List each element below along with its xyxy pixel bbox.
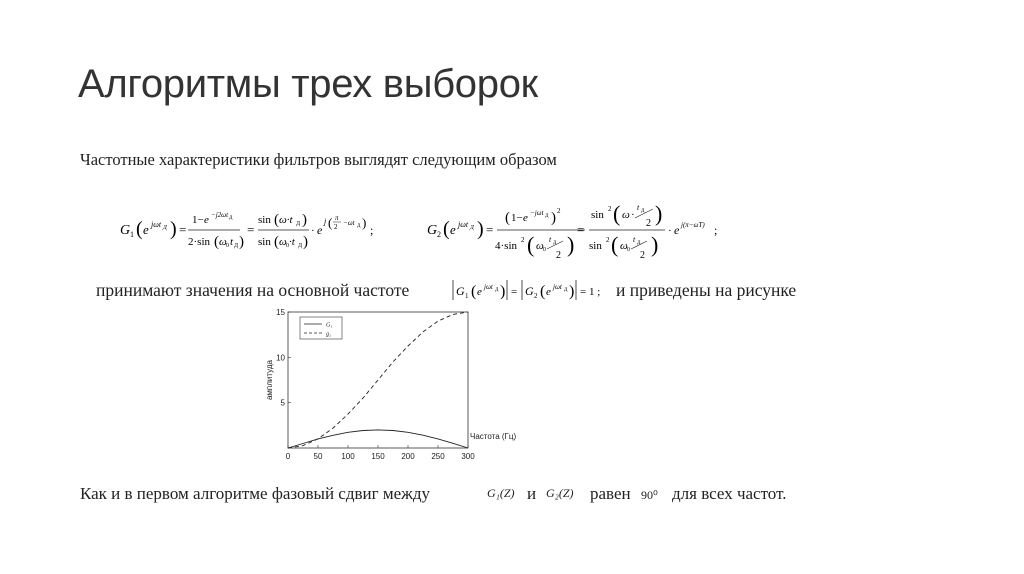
- svg-text:;: ;: [370, 223, 374, 237]
- svg-text:;: ;: [714, 223, 718, 237]
- svg-text:·: ·: [631, 209, 635, 221]
- svg-text:e: e: [523, 212, 528, 224]
- formula-g2-render: [425, 197, 725, 272]
- svg-text:1: 1: [465, 292, 469, 300]
- formula-g1-render: [118, 200, 378, 260]
- svg-text:e: e: [546, 286, 551, 298]
- slide-title: Алгоритмы трех выборок: [78, 62, 538, 106]
- math-90-degrees: 90⁰: [641, 488, 658, 502]
- svg-text:j(π−ωT): j(π−ωT): [681, 221, 705, 229]
- svg-text:G: G: [456, 284, 465, 298]
- formula-g2: [425, 197, 725, 275]
- intro-text: Частотные характеристики фильтров выглядят следующим образом: [80, 150, 557, 169]
- y-tick-label: 10: [276, 353, 285, 363]
- formula-g1: [118, 200, 378, 263]
- svg-text:=: =: [577, 222, 585, 237]
- svg-text:ω·t: ω·t: [279, 214, 293, 226]
- svg-text:0: 0: [543, 247, 546, 253]
- svg-text:2: 2: [557, 207, 561, 215]
- svg-text:e: e: [317, 223, 323, 237]
- svg-text:−j2ωt: −j2ωt: [211, 211, 229, 219]
- x-tick-label: 200: [401, 452, 415, 461]
- svg-text:t: t: [637, 203, 640, 212]
- svg-text:(: (: [527, 232, 535, 257]
- svg-text:(: (: [214, 234, 219, 250]
- svg-text:ω: ω: [622, 209, 630, 221]
- svg-text:1−: 1−: [511, 212, 523, 224]
- svg-text:2: 2: [521, 236, 525, 244]
- svg-text:(: (: [136, 218, 143, 240]
- math-g1z: G₁(Z): [487, 486, 515, 500]
- svg-text:1−: 1−: [192, 214, 204, 226]
- svg-text:G: G: [427, 223, 438, 238]
- line3-text-and: и: [527, 484, 537, 503]
- y-axis-label: амплитуда: [265, 359, 274, 401]
- svg-text:2: 2: [646, 218, 651, 229]
- y-tick-label: 15: [276, 308, 285, 317]
- svg-text:=: =: [486, 222, 494, 237]
- y-tick-label: 5: [280, 398, 285, 408]
- svg-text:(: (: [613, 201, 621, 226]
- svg-text:·t: ·t: [289, 236, 295, 248]
- x-tick-label: 300: [461, 452, 475, 461]
- svg-text:4·sin: 4·sin: [495, 240, 517, 252]
- legend-box: [300, 317, 342, 339]
- svg-text:): ): [239, 234, 244, 250]
- svg-text:t: t: [549, 235, 552, 244]
- svg-text:ω: ω: [620, 240, 628, 252]
- svg-text:(: (: [611, 232, 619, 257]
- svg-text:0: 0: [286, 243, 289, 249]
- x-tick-label: 0: [285, 452, 291, 461]
- svg-text:Д: Д: [641, 209, 645, 214]
- svg-text:(: (: [274, 212, 279, 228]
- svg-text:): ): [477, 218, 484, 240]
- x-tick-label: 50: [313, 452, 323, 461]
- math-g2z: G₂(Z): [546, 486, 574, 500]
- svg-text:): ): [170, 218, 177, 240]
- svg-text:= 1 ;: = 1 ;: [580, 286, 601, 298]
- svg-text:jωt: jωt: [151, 220, 162, 229]
- svg-text:π: π: [335, 214, 339, 222]
- svg-text:): ): [651, 232, 659, 257]
- svg-text:2·sin: 2·sin: [188, 236, 210, 248]
- line3-text-equals: равен: [590, 484, 631, 503]
- x-axis-label: Частота (Гц): [470, 432, 517, 441]
- svg-text:2: 2: [334, 223, 338, 231]
- svg-text:sin: sin: [589, 240, 602, 252]
- svg-text:): ): [551, 210, 556, 226]
- svg-text:ω: ω: [536, 240, 544, 252]
- svg-text:): ): [655, 201, 663, 226]
- svg-text:e: e: [143, 222, 149, 237]
- svg-text:Д: Д: [234, 243, 239, 249]
- svg-text:2: 2: [534, 292, 538, 300]
- svg-text:ω: ω: [219, 236, 227, 248]
- x-tick-label: 250: [431, 452, 445, 461]
- svg-text:Д: Д: [545, 214, 549, 219]
- svg-text:Д: Д: [296, 221, 301, 227]
- svg-text:): ): [362, 215, 367, 230]
- svg-text:Д: Д: [470, 225, 474, 231]
- svg-text:2: 2: [437, 230, 441, 239]
- legend-label-2: g₂: [326, 331, 332, 338]
- frequency-response-chart: [255, 300, 535, 473]
- svg-text:sin: sin: [258, 236, 271, 248]
- svg-text:−ωt: −ωt: [343, 219, 355, 227]
- svg-text:ω: ω: [279, 236, 287, 248]
- svg-text:(: (: [471, 283, 477, 300]
- svg-text:2: 2: [608, 205, 612, 213]
- svg-text:(: (: [505, 210, 510, 226]
- svg-text:e: e: [450, 222, 456, 237]
- chart-svg: [255, 300, 535, 468]
- svg-text:=: =: [247, 222, 255, 237]
- x-tick-label: 100: [341, 452, 355, 461]
- svg-text:e: e: [674, 223, 680, 237]
- x-tick-label: 150: [371, 452, 385, 461]
- svg-text:Д: Д: [637, 241, 641, 246]
- svg-text:Д: Д: [357, 224, 361, 229]
- svg-text:Д: Д: [495, 288, 499, 293]
- svg-text:=: =: [179, 222, 187, 237]
- svg-text:0: 0: [627, 247, 630, 253]
- svg-text:−jωt: −jωt: [530, 209, 544, 217]
- svg-text:Д: Д: [298, 243, 303, 249]
- svg-text:jωt: jωt: [458, 220, 469, 229]
- svg-text:Д: Д: [564, 288, 568, 293]
- svg-text:·: ·: [668, 225, 672, 237]
- svg-text:t: t: [230, 236, 234, 248]
- svg-text:sin: sin: [591, 209, 604, 221]
- svg-text:): ): [500, 283, 506, 300]
- line3-text-end: для всех частот.: [672, 484, 787, 503]
- svg-text:1: 1: [130, 230, 134, 239]
- svg-text:(: (: [274, 234, 279, 250]
- svg-text:): ): [302, 212, 307, 228]
- svg-text:2: 2: [640, 250, 645, 261]
- svg-text:j: j: [324, 217, 327, 226]
- svg-text:2: 2: [606, 236, 610, 244]
- svg-text:G: G: [525, 284, 534, 298]
- svg-text:): ): [569, 283, 575, 300]
- svg-text:sin: sin: [258, 214, 271, 226]
- svg-text:e: e: [477, 286, 482, 298]
- svg-text:jωt: jωt: [553, 283, 562, 291]
- svg-text:(: (: [328, 215, 333, 230]
- svg-text:G: G: [120, 223, 131, 238]
- line3-text-part1: Как и в первом алгоритме фазовый сдвиг между: [80, 484, 431, 503]
- line2-text-before: принимают значения на основной частоте: [96, 280, 410, 300]
- svg-text:0: 0: [226, 243, 229, 249]
- svg-text:e: e: [204, 214, 209, 226]
- svg-text:(: (: [540, 283, 546, 300]
- svg-text:=: =: [511, 286, 518, 298]
- svg-text:·: ·: [311, 225, 315, 237]
- svg-text:): ): [303, 234, 308, 250]
- svg-text:(: (: [443, 218, 450, 240]
- svg-text:2: 2: [556, 250, 561, 261]
- svg-text:): ): [567, 232, 575, 257]
- legend-label-1: G₁: [326, 322, 333, 329]
- line2-text-after: и приведены на рисунке: [616, 280, 797, 300]
- svg-text:Д: Д: [553, 241, 557, 246]
- svg-text:Д: Д: [229, 216, 233, 221]
- svg-text:Д: Д: [163, 225, 167, 231]
- svg-text:jωt: jωt: [484, 283, 493, 291]
- svg-text:t: t: [633, 235, 636, 244]
